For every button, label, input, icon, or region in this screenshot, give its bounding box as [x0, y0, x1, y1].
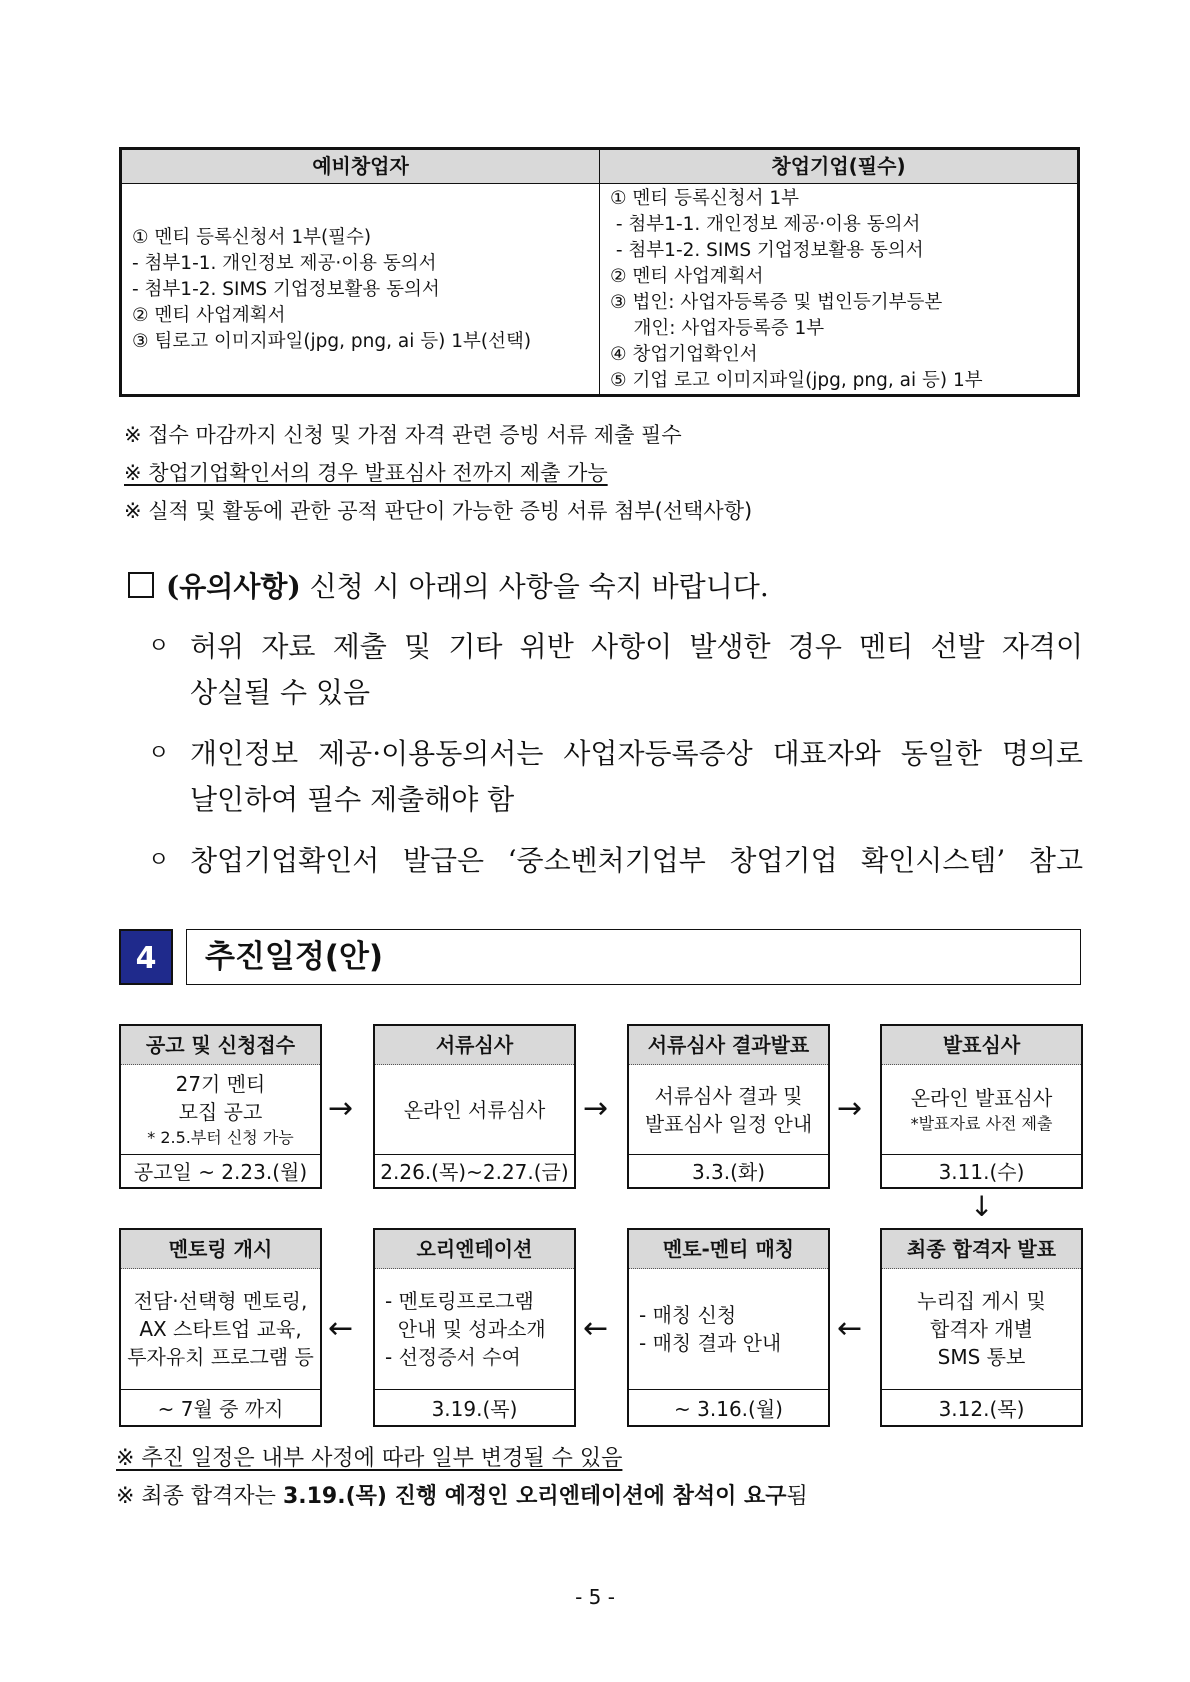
step-title: 오리엔테이션 — [375, 1230, 574, 1269]
footnote-text: ※ 최종 합격자는 — [116, 1484, 283, 1509]
caution-label: (유의사항) — [166, 570, 301, 603]
pre-founder-documents — [122, 184, 600, 395]
step-line: - 멘토링프로그램 — [385, 1289, 534, 1313]
step-title: 서류심사 결과발표 — [629, 1026, 828, 1065]
startup-documents — [600, 184, 1077, 395]
table-header — [122, 150, 1077, 184]
arrow-right-icon: → — [328, 1091, 354, 1126]
arrow-right-icon: → — [837, 1091, 863, 1126]
list-item: ⑤ 기업 로고 이미지파일(jpg, png, ai 등) 1부 — [610, 369, 983, 391]
step-note: * 2.5.부터 신청 가능 — [147, 1127, 294, 1147]
caution-text: 신청 시 아래의 사항을 숙지 바랍니다. — [300, 570, 769, 603]
step-line: 온라인 발표심사 — [910, 1085, 1053, 1110]
list-item: ③ 법인: 사업자등록증 및 법인등기부등본 — [610, 291, 943, 313]
list-item: 개인: 사업자등록증 1부 — [610, 317, 825, 339]
note-confirmation: ※ 창업기업확인서의 경우 발표심사 전까지 제출 가능 — [124, 461, 608, 485]
step-note: *발표자료 사전 제출 — [910, 1113, 1053, 1133]
document-notes — [124, 416, 752, 530]
bullet-line: 상실될 수 있음 — [190, 676, 371, 709]
footnote-emphasis: 3.19.(목) 진행 예정인 오리엔테이션에 참석이 요구 — [282, 1484, 787, 1509]
list-item — [148, 731, 1083, 823]
step-title: 발표심사 — [882, 1026, 1081, 1065]
step-line: 전담·선택형 멘토링, — [133, 1289, 308, 1313]
footnote-text: 됨 — [786, 1484, 808, 1509]
note-evidence: ※ 실적 및 활동에 관한 공적 판단이 가능한 증빙 서류 첨부(선택사항) — [124, 499, 753, 523]
list-item: ④ 창업기업확인서 — [610, 343, 758, 365]
caution-heading — [128, 565, 769, 605]
step-date: 3.19.(목) — [431, 1397, 518, 1421]
step-line: 온라인 서류심사 — [403, 1097, 546, 1122]
arrow-down-icon: ↓ — [970, 1190, 994, 1223]
bullet-circle-icon: ㅇ — [148, 634, 170, 659]
header-pre-founder: 예비창업자 — [122, 150, 600, 183]
step-date: 3.11.(수) — [938, 1160, 1025, 1184]
step-line: AX 스타트업 교육, — [139, 1317, 302, 1341]
step-document-review — [373, 1024, 576, 1189]
step-line: 누리집 게시 및 — [917, 1289, 1046, 1313]
list-item: ③ 팀로고 이미지파일(jpg, png, ai 등) 1부(선택) — [132, 330, 532, 352]
footnote-schedule-change: ※ 추진 일정은 내부 사정에 따라 일부 변경될 수 있음 — [116, 1446, 623, 1471]
step-line: - 매칭 신청 — [639, 1303, 737, 1327]
step-line: 서류심사 결과 및 — [654, 1083, 803, 1108]
list-item: - 첨부1-1. 개인정보 제공·이용 동의서 — [610, 213, 921, 235]
footnote-orientation — [116, 1478, 808, 1516]
step-matching — [627, 1228, 830, 1427]
list-item: - 첨부1-1. 개인정보 제공·이용 동의서 — [132, 252, 437, 274]
arrow-left-icon: ← — [583, 1311, 609, 1346]
step-application — [119, 1024, 322, 1189]
section-number: 4 — [119, 929, 173, 985]
step-line: SMS 통보 — [937, 1345, 1026, 1369]
step-line: 모집 공고 — [178, 1099, 263, 1124]
step-mentoring-start — [119, 1228, 322, 1427]
list-item — [148, 624, 1083, 716]
step-date: ~ 3.16.(월) — [674, 1397, 783, 1421]
list-item: ② 멘티 사업계획서 — [610, 265, 764, 287]
arrow-left-icon: ← — [328, 1311, 354, 1346]
step-line: 27기 멘티 — [175, 1071, 266, 1096]
note-deadline: ※ 접수 마감까지 신청 및 가점 자격 관련 증빙 서류 제출 필수 — [124, 423, 682, 447]
arrow-right-icon: → — [583, 1091, 609, 1126]
step-date: 3.12.(목) — [938, 1397, 1025, 1421]
step-review-result — [627, 1024, 830, 1189]
bullet-line: 허위 자료 제출 및 기타 위반 사항이 발생한 경우 멘티 선발 자격이 — [190, 630, 1083, 663]
step-line: 합격자 개별 — [930, 1317, 1033, 1341]
list-item: - 첨부1-2. SIMS 기업정보활용 동의서 — [610, 239, 924, 261]
list-item — [148, 838, 1083, 884]
step-date: ~ 7월 중 까지 — [157, 1397, 284, 1421]
step-orientation — [373, 1228, 576, 1427]
step-date: 3.3.(화) — [691, 1160, 766, 1184]
step-date: 공고일 ~ 2.23.(월) — [133, 1160, 308, 1184]
bullet-line: 날인하여 필수 제출해야 함 — [190, 783, 515, 816]
step-title: 멘토링 개시 — [121, 1230, 320, 1269]
required-documents-table — [119, 147, 1080, 397]
step-title: 최종 합격자 발표 — [882, 1230, 1081, 1269]
checkbox-square-icon — [128, 572, 154, 598]
step-title: 서류심사 — [375, 1026, 574, 1065]
step-presentation-review — [880, 1024, 1083, 1189]
bullet-circle-icon: ㅇ — [148, 741, 170, 766]
section-title: 추진일정(안) — [186, 929, 1081, 985]
list-item: ① 멘티 등록신청서 1부(필수) — [132, 226, 372, 248]
step-line: - 매칭 결과 안내 — [639, 1331, 782, 1355]
step-line: 안내 및 성과소개 — [385, 1317, 546, 1341]
step-date: 2.26.(목)~2.27.(금) — [380, 1160, 569, 1184]
list-item: - 첨부1-2. SIMS 기업정보활용 동의서 — [132, 278, 440, 300]
list-item: ② 멘티 사업계획서 — [132, 304, 286, 326]
step-title: 멘토-멘티 매칭 — [629, 1230, 828, 1269]
bullet-line: 창업기업확인서 발급은 ‘중소벤처기업부 창업기업 확인시스템’ 참고 — [190, 844, 1083, 877]
step-line: 투자유치 프로그램 등 — [127, 1345, 314, 1369]
schedule-footnotes — [116, 1440, 808, 1516]
step-title: 공고 및 신청접수 — [121, 1026, 320, 1065]
bullet-circle-icon: ㅇ — [148, 848, 170, 873]
step-line: 발표심사 일정 안내 — [644, 1111, 813, 1136]
step-line: - 선정증서 수여 — [385, 1345, 521, 1369]
bullet-line: 개인정보 제공·이용동의서는 사업자등록증상 대표자와 동일한 명의로 — [190, 737, 1083, 770]
caution-bullets — [148, 624, 1083, 899]
arrow-left-icon: ← — [837, 1311, 863, 1346]
header-startup: 창업기업(필수) — [771, 154, 906, 178]
page-number: - 5 - — [575, 1585, 615, 1609]
step-final-announcement — [880, 1228, 1083, 1427]
list-item: ① 멘티 등록신청서 1부 — [610, 187, 799, 209]
